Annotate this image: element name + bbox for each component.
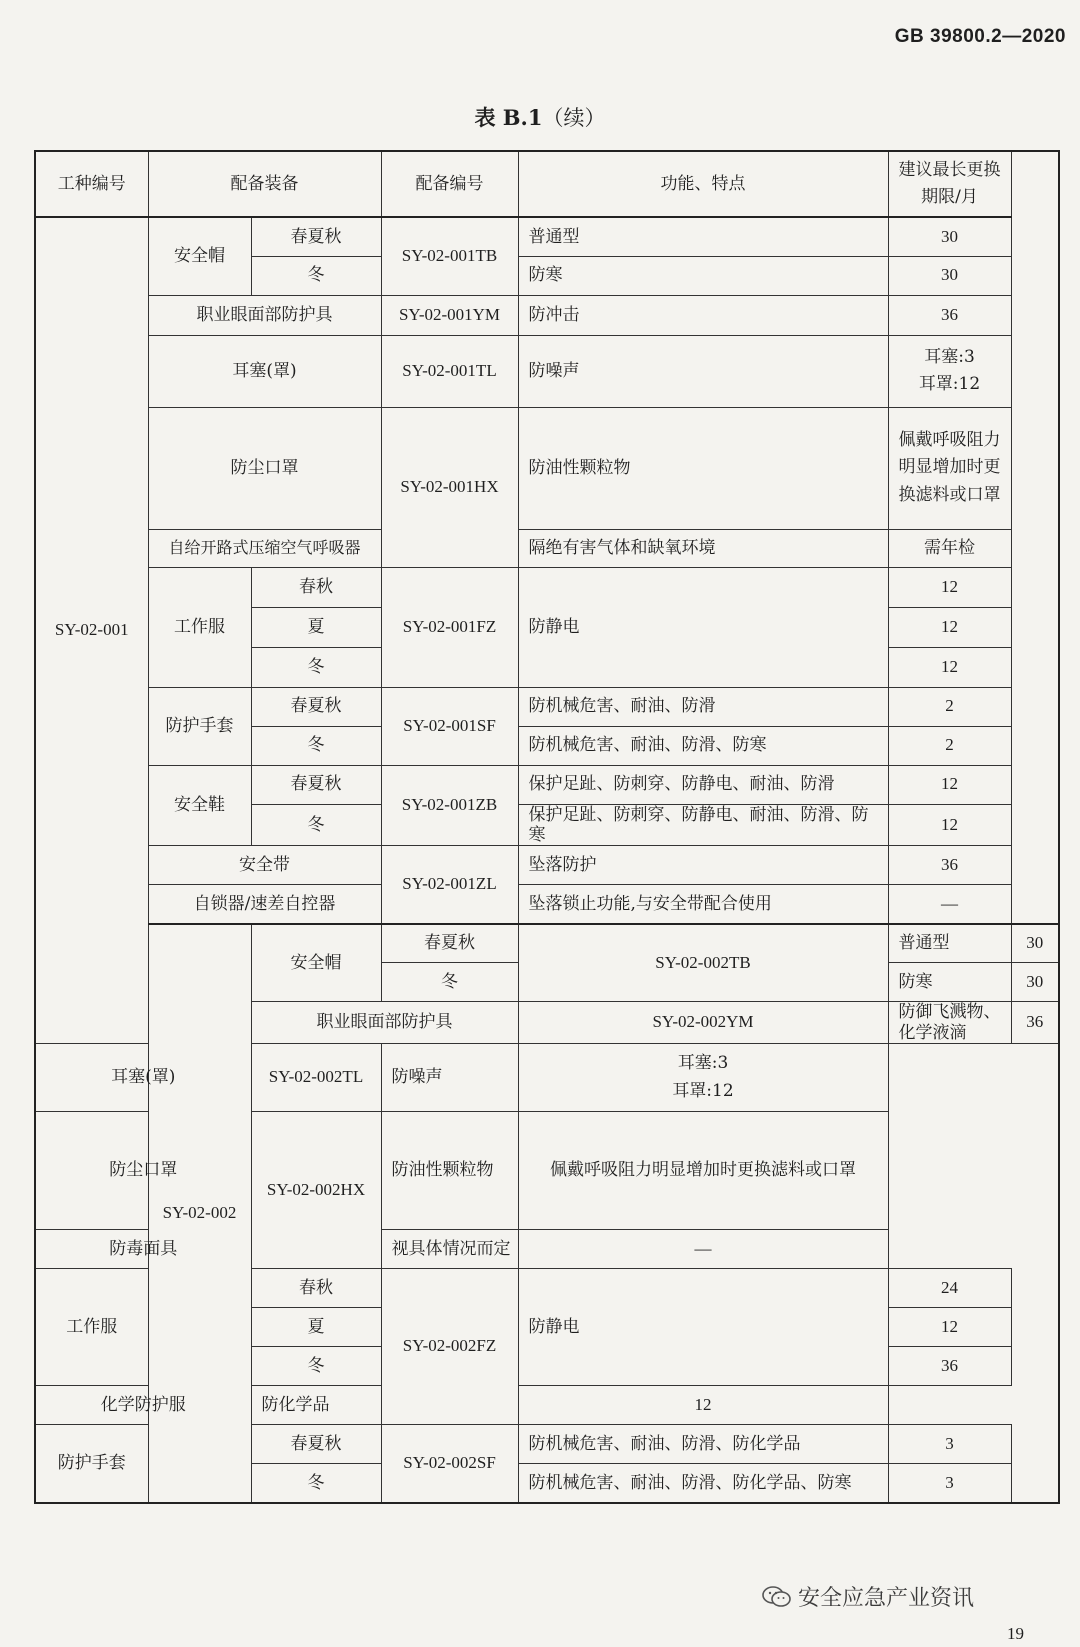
equipment-name: 安全帽 <box>148 217 251 295</box>
equipment-code: SY-02-002SF <box>381 1425 518 1503</box>
equipment-name: 防护手套 <box>35 1425 148 1503</box>
period-value: 36 <box>888 295 1011 335</box>
period-value: 12 <box>518 1386 888 1425</box>
season-label: 冬 <box>251 726 381 765</box>
function-text: 保护足趾、防刺穿、防静电、耐油、防滑、防寒 <box>518 804 888 846</box>
wechat-icon <box>762 1585 792 1609</box>
function-text: 防寒 <box>518 256 888 295</box>
equipment-code: SY-02-002YM <box>518 1002 888 1044</box>
function-text: 防静电 <box>518 567 888 687</box>
function-text: 防化学品 <box>251 1386 381 1425</box>
period-value: — <box>518 1230 888 1269</box>
function-text: 隔绝有害气体和缺氧环境 <box>518 529 888 567</box>
function-text: 防噪声 <box>381 1044 518 1112</box>
period-line: 耳罩:12 <box>918 374 981 394</box>
col-header-equipment: 配备装备 <box>148 151 381 217</box>
function-text: 防油性颗粒物 <box>518 407 888 529</box>
table-row <box>35 217 1059 256</box>
period-value: 12 <box>888 1308 1011 1347</box>
period-value: 12 <box>888 647 1011 687</box>
period-value: 3 <box>888 1464 1011 1503</box>
season-label: 夏 <box>251 1308 381 1347</box>
function-text: 防寒 <box>888 963 1011 1002</box>
season-label: 春夏秋 <box>381 924 518 963</box>
function-text: 防静电 <box>518 1269 888 1386</box>
season-label: 夏 <box>251 607 381 647</box>
period-value: 30 <box>1011 963 1059 1002</box>
table-title-continued: （续） <box>542 106 606 130</box>
equipment-name: 防尘口罩 <box>148 407 381 529</box>
season-label: 冬 <box>251 1464 381 1503</box>
season-label: 春夏秋 <box>251 687 381 726</box>
function-text: 坠落防护 <box>518 846 888 885</box>
function-text: 防机械危害、耐油、防滑、防化学品、防寒 <box>518 1464 888 1503</box>
table-row <box>35 335 1059 407</box>
job-code-cell: SY-02-001 <box>35 217 148 1044</box>
equipment-code: SY-02-001ZL <box>381 846 518 924</box>
period-value: 12 <box>888 567 1011 607</box>
table-row <box>35 924 1059 963</box>
equipment-table <box>34 150 1060 1504</box>
equipment-name: 工作服 <box>35 1269 148 1386</box>
season-label: 冬 <box>251 647 381 687</box>
function-text: 普通型 <box>518 217 888 256</box>
equipment-code: SY-02-002HX <box>251 1112 381 1269</box>
equipment-name: 防毒面具 <box>35 1230 251 1269</box>
period-line: 耳塞:3 <box>677 1053 729 1074</box>
period-value: — <box>888 885 1011 924</box>
equipment-name: 工作服 <box>148 567 251 687</box>
period-value: 12 <box>888 765 1011 804</box>
period-value <box>888 335 1011 407</box>
period-value: 30 <box>888 217 1011 256</box>
equipment-name: 化学防护服 <box>35 1386 251 1425</box>
equipment-code: SY-02-002TB <box>518 924 888 1002</box>
season-label: 春夏秋 <box>251 217 381 256</box>
job-code-cell: SY-02-002 <box>148 924 251 1503</box>
season-label: 冬 <box>251 256 381 295</box>
table-row <box>35 846 1059 885</box>
function-text: 防冲击 <box>518 295 888 335</box>
season-label: 春夏秋 <box>251 1425 381 1464</box>
period-value: 佩戴呼吸阻力明显增加时更换滤料或口罩 <box>888 407 1011 529</box>
equipment-code: SY-02-001HX <box>381 407 518 567</box>
equipment-code: SY-02-001ZB <box>381 765 518 846</box>
period-value: 36 <box>888 846 1011 885</box>
function-text: 防机械危害、耐油、防滑、防化学品 <box>518 1425 888 1464</box>
equipment-code: SY-02-001TL <box>381 335 518 407</box>
season-label: 冬 <box>251 1347 381 1386</box>
equipment-name: 自给开路式压缩空气呼吸器 <box>148 529 381 567</box>
equipment-name: 防护手套 <box>148 687 251 765</box>
period-value: 需年检 <box>888 529 1011 567</box>
season-label: 冬 <box>251 804 381 846</box>
equipment-name: 耳塞(罩) <box>35 1044 251 1112</box>
period-value: 3 <box>888 1425 1011 1464</box>
equipment-name: 职业眼面部防护具 <box>251 1002 518 1044</box>
equipment-code: SY-02-001FZ <box>381 567 518 687</box>
table-header-row <box>35 151 1059 217</box>
equipment-code: SY-02-001SF <box>381 687 518 765</box>
period-line: 耳罩:12 <box>672 1080 734 1101</box>
table-row <box>35 567 1059 607</box>
season-label: 春秋 <box>251 1269 381 1308</box>
table-row <box>35 1386 1059 1425</box>
period-value: 12 <box>888 804 1011 846</box>
period-value: 30 <box>1011 924 1059 963</box>
equipment-code: SY-02-001TB <box>381 217 518 295</box>
function-text: 坠落锁止功能,与安全带配合使用 <box>518 885 888 924</box>
period-value: 12 <box>888 607 1011 647</box>
col-header-replacement-period: 建议最长更换期限/月 <box>888 151 1011 217</box>
table-title-main: 表 B.1 <box>474 105 543 130</box>
table-row <box>35 407 1059 529</box>
equipment-name: 安全鞋 <box>148 765 251 846</box>
season-label: 春夏秋 <box>251 765 381 804</box>
source-watermark <box>762 1581 974 1612</box>
table-row <box>35 529 1059 567</box>
function-text: 视具体情况而定 <box>381 1230 518 1269</box>
equipment-name: 职业眼面部防护具 <box>148 295 381 335</box>
period-value: 36 <box>1011 1002 1059 1044</box>
standard-number: GB 39800.2—2020 <box>894 26 1066 47</box>
equipment-name: 自锁器/速差自控器 <box>148 885 381 924</box>
period-value: 佩戴呼吸阻力明显增加时更换滤料或口罩 <box>518 1112 888 1230</box>
period-value <box>518 1044 888 1112</box>
function-text: 普通型 <box>888 924 1011 963</box>
col-header-equipment-code: 配备编号 <box>381 151 518 217</box>
function-text: 防噪声 <box>518 335 888 407</box>
period-line: 耳塞:3 <box>924 346 975 367</box>
season-label: 冬 <box>381 963 518 1002</box>
period-value: 24 <box>888 1269 1011 1308</box>
col-header-function: 功能、特点 <box>518 151 888 217</box>
season-label: 春秋 <box>251 567 381 607</box>
table-row <box>35 885 1059 924</box>
function-text: 防机械危害、耐油、防滑 <box>518 687 888 726</box>
table-row <box>35 687 1059 726</box>
equipment-name: 安全带 <box>148 846 381 885</box>
period-value: 2 <box>888 687 1011 726</box>
table-row <box>35 295 1059 335</box>
period-value: 36 <box>888 1347 1011 1386</box>
col-header-job-code: 工种编号 <box>35 151 148 217</box>
equipment-code: SY-02-001YM <box>381 295 518 335</box>
table-title <box>0 102 1080 132</box>
function-text: 防机械危害、耐油、防滑、防寒 <box>518 726 888 765</box>
function-text: 保护足趾、防刺穿、防静电、耐油、防滑 <box>518 765 888 804</box>
period-value: 2 <box>888 726 1011 765</box>
equipment-name: 安全帽 <box>251 924 381 1002</box>
table-row <box>35 1230 1059 1269</box>
equipment-name: 耳塞(罩) <box>148 335 381 407</box>
period-value: 30 <box>888 256 1011 295</box>
function-text: 防油性颗粒物 <box>381 1112 518 1230</box>
equipment-code: SY-02-002FZ <box>381 1269 518 1425</box>
function-text: 防御飞溅物、化学液滴 <box>888 1002 1011 1044</box>
equipment-code: SY-02-002TL <box>251 1044 381 1112</box>
equipment-name: 防尘口罩 <box>35 1112 251 1230</box>
page-number: 19 <box>1007 1624 1024 1643</box>
table-row <box>35 765 1059 804</box>
watermark-text: 安全应急产业资讯 <box>798 1586 975 1611</box>
table-row <box>35 1044 1059 1112</box>
